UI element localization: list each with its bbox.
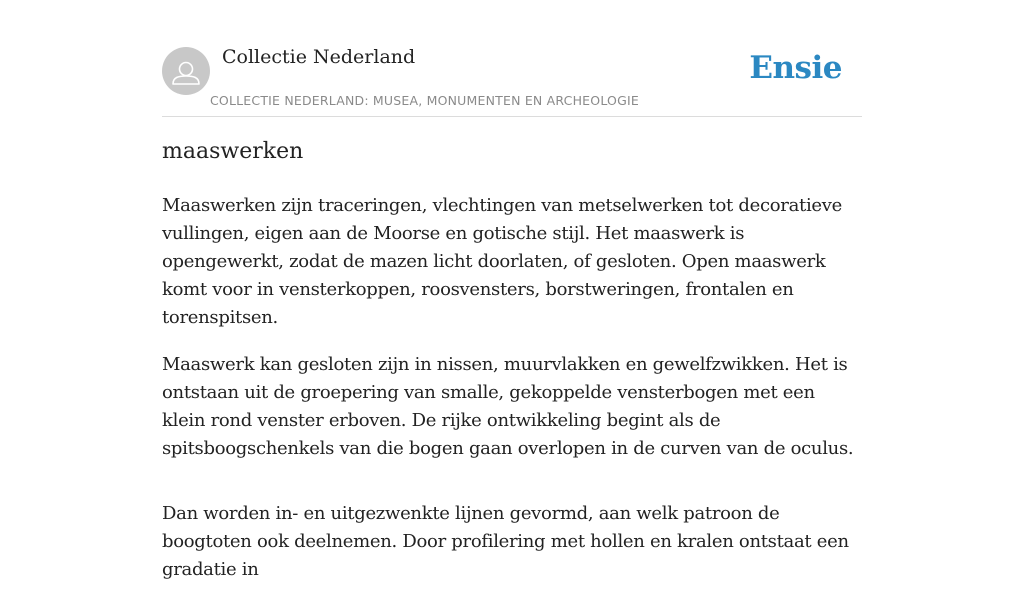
article-title: maaswerken [162, 139, 304, 164]
article-paragraph: Dan worden in- en uitgezwenkte lijnen gevormd, aan welk patroon de boogtoten ook deelnemen. Door profilering met hollen en kralen ontstaat een gradatie in [162, 503, 849, 580]
article-paragraph: Maaswerk kan gesloten zijn in nissen, muurvlakken en gewelfzwikken. Het is ontstaan uit de groepering van smalle, gekoppelde vensterbogen met een klein rond venster erboven. De rijke ontwikkeling begint als de spitsboogschenkels van die bogen gaan overlopen in de curven van de oculus. [162, 354, 854, 459]
avatar[interactable] [162, 47, 210, 95]
collection-subtitle[interactable]: COLLECTIE NEDERLAND: MUSEA, MONUMENTEN EN ARCHEOLOGIE [210, 93, 639, 108]
page-container [162, 0, 862, 580]
article-body [162, 192, 862, 603]
ensie-logo[interactable]: Ensie [749, 50, 842, 86]
header [162, 0, 862, 117]
user-icon [162, 47, 210, 95]
author-name[interactable]: Collectie Nederland [222, 46, 416, 68]
article-paragraph: Maaswerken zijn traceringen, vlechtingen van metselwerken tot decoratieve vullingen, eigen aan de Moorse en gotische stijl. Het maaswerk is opengewerkt, zodat de mazen licht doorlaten, of gesloten. Open maaswerk komt voor in vensterkoppen, roosvensters, borstweringen, frontalen en torenspitsen. [162, 195, 842, 328]
